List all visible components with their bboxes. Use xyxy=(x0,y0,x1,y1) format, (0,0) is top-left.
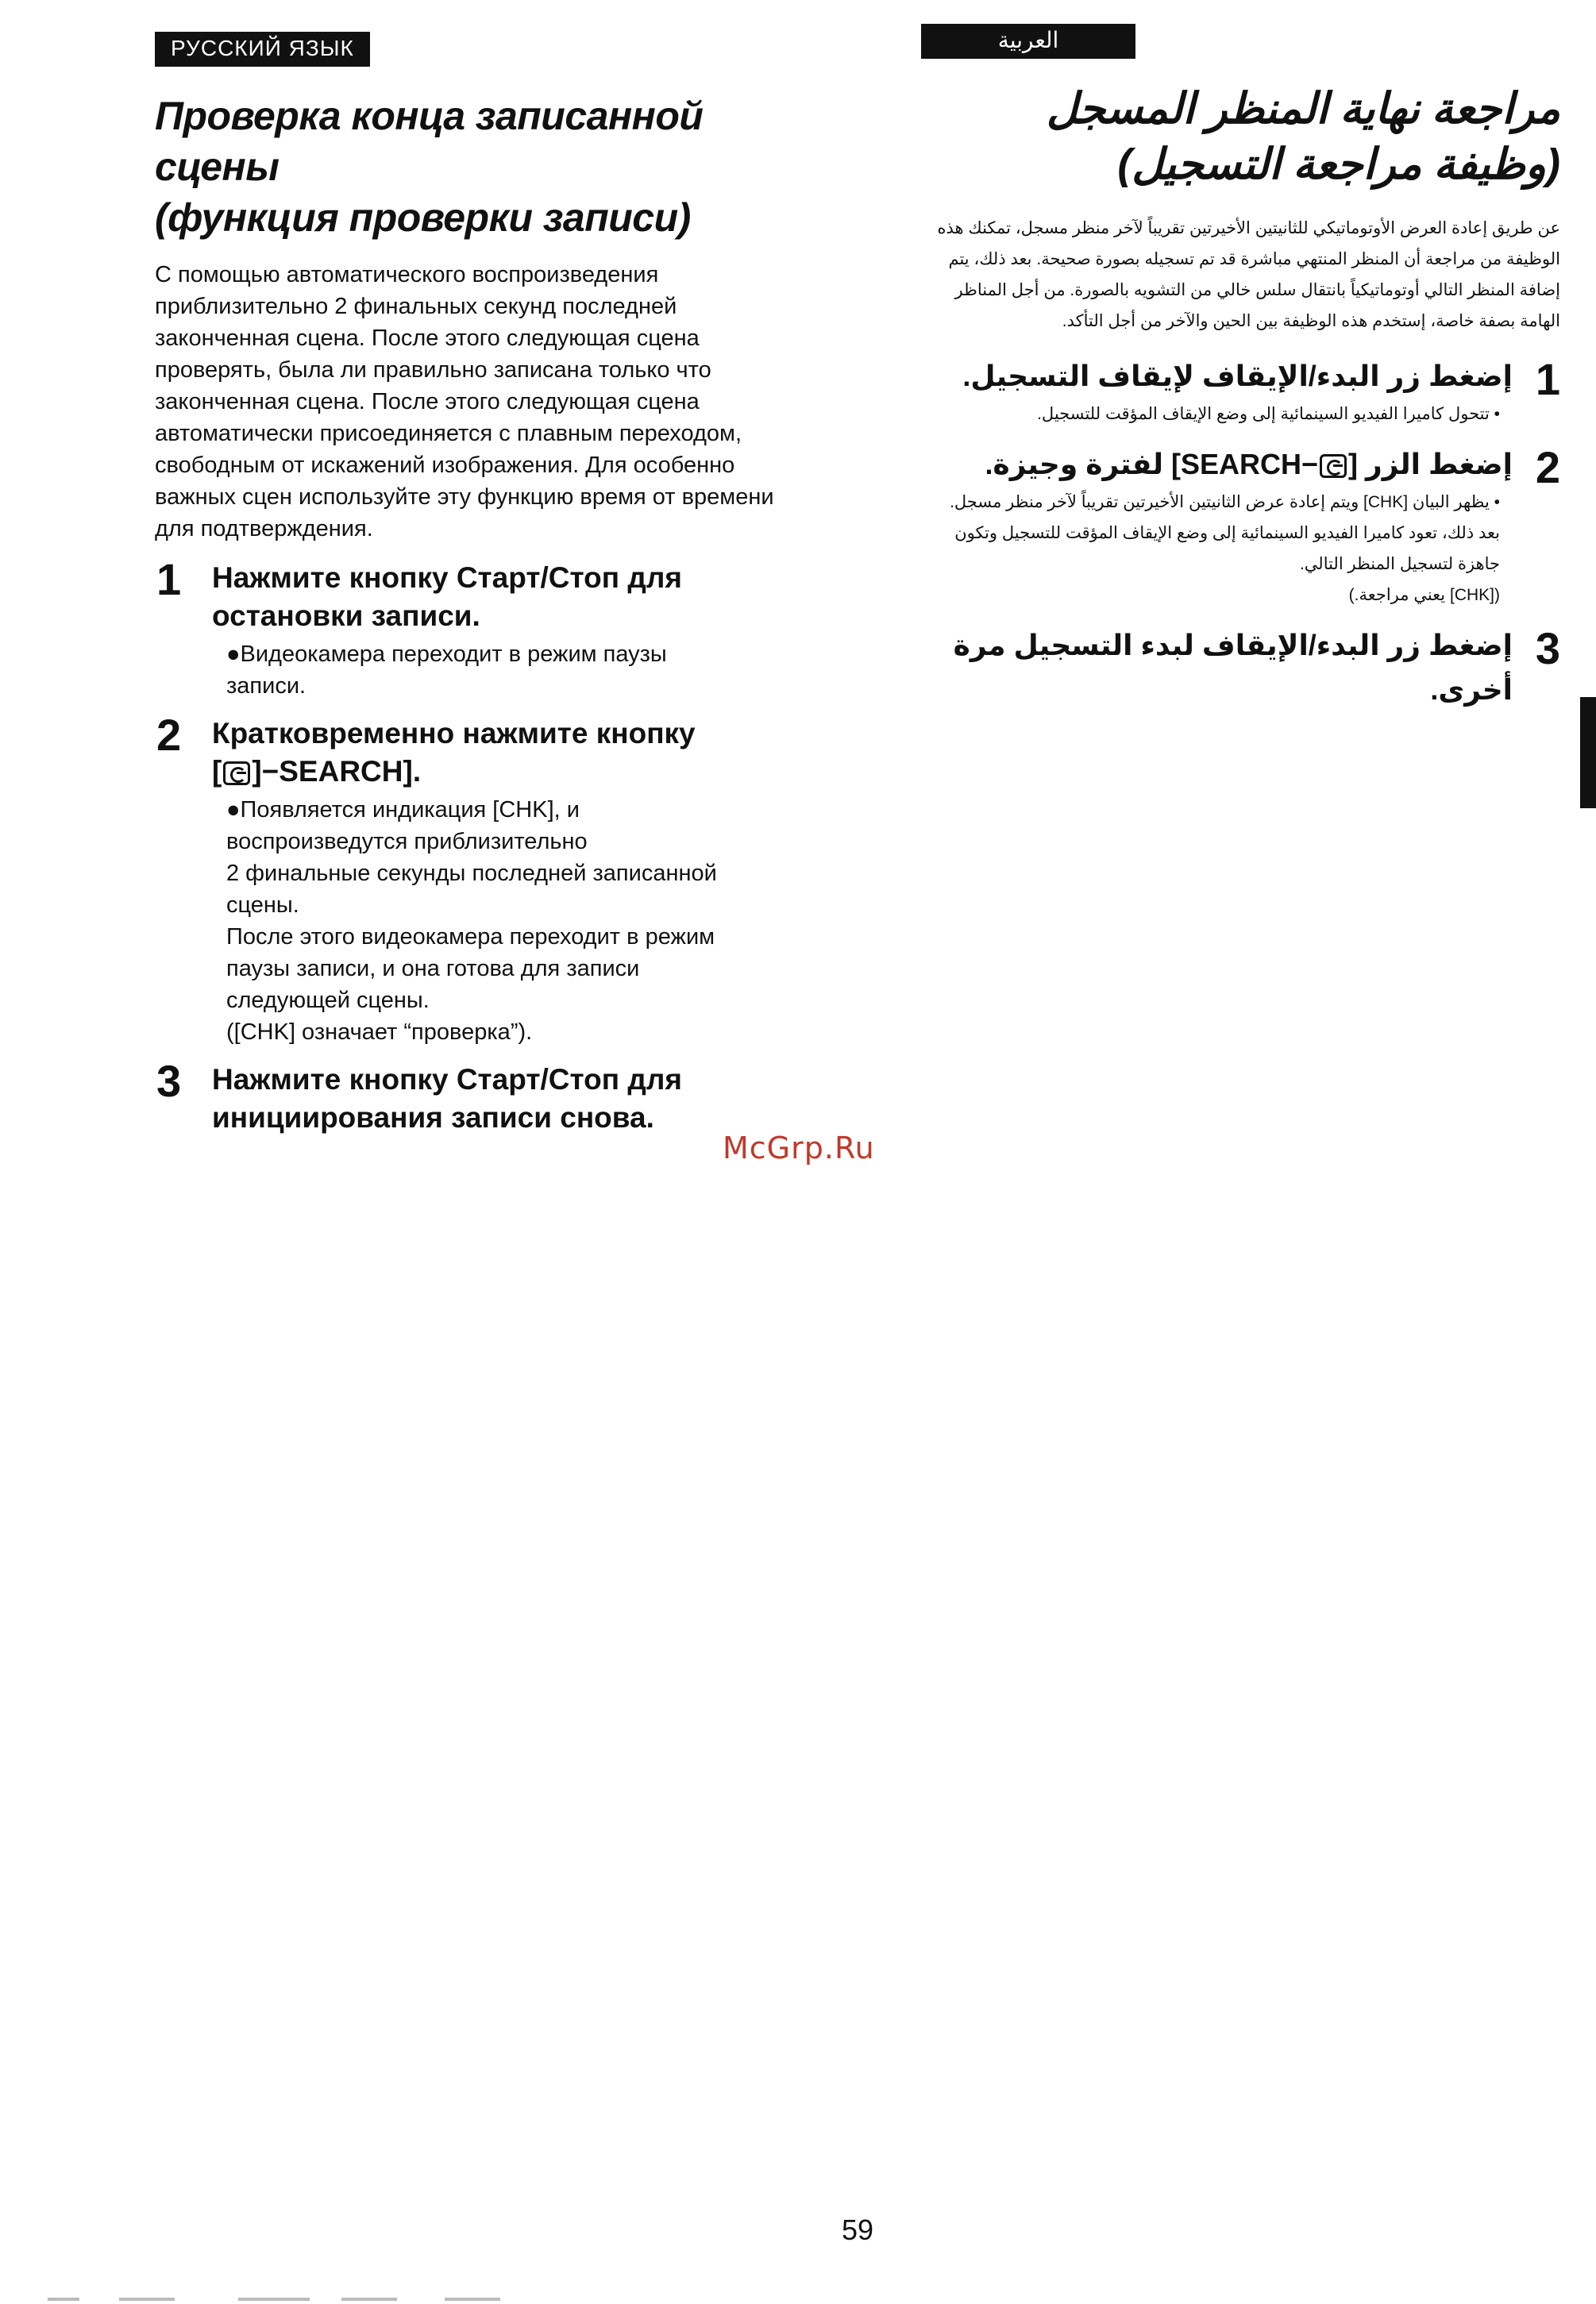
section-title-russian: Проверка конца записанной сцены (функция проверки записи) xyxy=(155,94,704,240)
step-number: 3 xyxy=(1535,623,1560,673)
step-number: 3 xyxy=(156,1056,182,1106)
step-heading xyxy=(921,442,1513,487)
watermark: McGrp.Ru xyxy=(723,1131,875,1165)
step-heading-part: إضغط الزر [ xyxy=(1348,448,1513,480)
search-back-icon xyxy=(223,761,250,785)
step-number: 2 xyxy=(156,710,182,760)
step-note: بعد ذلك، تعود كاميرا الفيديو السينمائية إلى وضع الإيقاف المؤقت للتسجيل وتكون جاهزة لتسجيل المنظر التالي. xyxy=(954,524,1500,573)
intro-paragraph-russian: С помощью автоматического воспроизведения приблизительно 2 финальных секунд последней законченная сцена. После этого следующая сцена проверять, была ли правильно записана только что законченная сцена. После этого следующая сцена автоматически присоединяется с плавным переходом, свободным от искажений изображения. Для особенно важных сцен используйте эту функцию время от времени для подтверждения. xyxy=(155,262,774,541)
scan-mark xyxy=(119,2298,175,2301)
language-tab-arabic: العربية xyxy=(921,24,1135,59)
step-note: ([CHK] يعني مراجعة.) xyxy=(1348,586,1500,604)
scan-mark xyxy=(341,2298,397,2301)
arabic-column xyxy=(921,24,1560,725)
step-number: 1 xyxy=(156,554,182,604)
step-3-russian xyxy=(155,1056,814,1137)
scan-mark xyxy=(445,2298,500,2301)
step-body xyxy=(921,487,1513,611)
step-heading: Нажмите кнопку Старт/Стоп для инициирования записи снова. xyxy=(212,1063,682,1134)
step-body xyxy=(212,638,814,702)
russian-column xyxy=(155,32,814,1150)
step-note: ([CHK] означает “проверка”). xyxy=(226,1019,533,1045)
step-heading: إضغط زر البدء/الإيقاف لإيقاف التسجيل. xyxy=(962,360,1513,392)
step-note: • تتحول كاميرا الفيديو السينمائية إلى وضع الإيقاف المؤقت للتسجيل. xyxy=(1037,405,1500,423)
step-heading xyxy=(212,715,814,791)
step-1-arabic xyxy=(921,354,1560,430)
step-number: 1 xyxy=(1535,354,1560,404)
step-heading-part: ]−SEARCH]. xyxy=(252,755,422,788)
edge-index-tab xyxy=(1580,697,1596,808)
step-heading: إضغط زر البدء/الإيقاف لبدء التسجيل مرة أخرى. xyxy=(953,629,1513,706)
search-back-icon xyxy=(1320,454,1347,478)
step-note: • يظهر البيان [CHK] ويتم إعادة عرض الثانيتين الأخيرتين تقريباً لآخر منظر مسجل. xyxy=(950,493,1500,511)
step-1-russian xyxy=(155,554,814,702)
scan-mark xyxy=(238,2298,310,2301)
step-number: 2 xyxy=(1535,442,1560,492)
step-heading: Нажмите кнопку Старт/Стоп для остановки записи. xyxy=(212,561,682,632)
step-2-arabic xyxy=(921,442,1560,611)
page-number: 59 xyxy=(842,2213,874,2246)
scan-mark xyxy=(48,2298,79,2301)
step-2-russian xyxy=(155,710,814,1048)
step-body xyxy=(212,794,814,1048)
step-body xyxy=(921,399,1513,430)
step-note: ●Видеокамера переходит в режим паузы записи. xyxy=(226,641,667,699)
step-note: ●Появляется индикация [CHK], и воспроизведутся приблизительно 2 финальные секунды последней записанной сцены. xyxy=(226,797,717,918)
language-tab-russian: РУССКИЙ ЯЗЫК xyxy=(155,32,370,67)
step-3-arabic xyxy=(921,623,1560,712)
intro-paragraph-arabic: عن طريق إعادة العرض الأوتوماتيكي للثانيتين الأخيرتين تقريباً لآخر منظر مسجل، تمكنك هذه الوظيفة من مراجعة أن المنظر المنتهي مباشرة قد تم تسجيله بصورة صحيحة. بعد ذلك، يتم إضافة المنظر التالي أوتوماتيكياً بانتقال سلس خالي من التشويه بالصورة. من أجل المناظر الهامة بصفة خاصة، إستخدم هذه الوظيفة بين الحين والآخر من أجل التأكد. xyxy=(937,219,1560,330)
step-heading-part: −SEARCH] لفترة وجيزة. xyxy=(985,448,1319,480)
section-title-arabic: مراجعة نهاية المنظر المسجل (وظيفة مراجعة التسجيل) xyxy=(1046,85,1560,188)
step-note: После этого видеокамера переходит в режим паузы записи, и она готова для записи следующей сцены. xyxy=(226,924,715,1013)
step-heading-part: Кратковременно нажмите кнопку [ xyxy=(212,717,696,788)
